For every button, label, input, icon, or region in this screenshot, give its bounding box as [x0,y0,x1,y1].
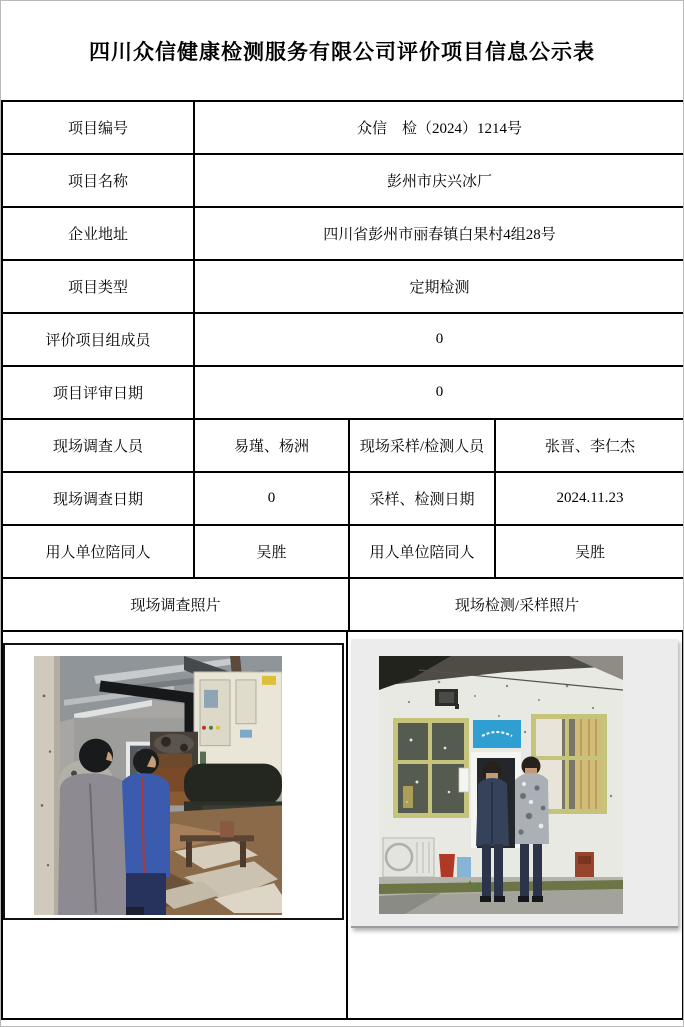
table-row-review-date [2,366,684,419]
sampling-photo [379,656,623,914]
table-row-team-members [2,313,684,366]
cell-label: 企业地址 [2,207,194,260]
table-row-accompanying-person [2,525,684,578]
cell-value: 0 [194,472,349,525]
cell-value: 吴胜 [194,525,349,578]
table-row-company-address [2,207,684,260]
sampling-photo-frame [351,639,678,928]
table-row-project-name [2,154,684,207]
table-row-project-type [2,260,684,313]
cell-label: 现场调查人员 [2,419,194,472]
table-row-survey-personnel [2,419,684,472]
table-row-survey-date [2,472,684,525]
cell-value: 定期检测 [194,260,684,313]
table-row-project-number [2,101,684,154]
photo-region [1,632,684,1020]
cell-value: 彭州市庆兴冰厂 [194,154,684,207]
cell-value: 0 [194,313,684,366]
cell-label: 项目名称 [2,154,194,207]
cell-value: 众信 检（2024）1214号 [194,101,684,154]
cell-value: 0 [194,366,684,419]
site-survey-photo [34,656,282,915]
cell-value: 2024.11.23 [495,472,684,525]
cell-label: 采样、检测日期 [349,472,495,525]
photo-cell-sampling [348,632,682,1018]
cell-label: 项目评审日期 [2,366,194,419]
survey-photo-frame [3,643,344,920]
photo-header-left: 现场调查照片 [2,578,349,631]
cell-label: 现场采样/检测人员 [349,419,495,472]
cell-label: 用人单位陪同人 [349,525,495,578]
cell-label: 用人单位陪同人 [2,525,194,578]
page-title: 四川众信健康检测服务有限公司评价项目信息公示表 [89,40,595,64]
cell-label: 项目类型 [2,260,194,313]
title-block [1,1,683,100]
cell-value: 张晋、李仁杰 [495,419,684,472]
cell-label: 评价项目组成员 [2,313,194,366]
cell-label: 项目编号 [2,101,194,154]
cell-value: 易瑾、杨洲 [194,419,349,472]
photo-cell-survey [3,632,348,1018]
project-info-table [1,100,684,632]
cell-label: 现场调查日期 [2,472,194,525]
photo-header-row [2,578,684,631]
cell-value: 吴胜 [495,525,684,578]
photo-header-right: 现场检测/采样照片 [349,578,684,631]
cell-value: 四川省彭州市丽春镇白果村4组28号 [194,207,684,260]
